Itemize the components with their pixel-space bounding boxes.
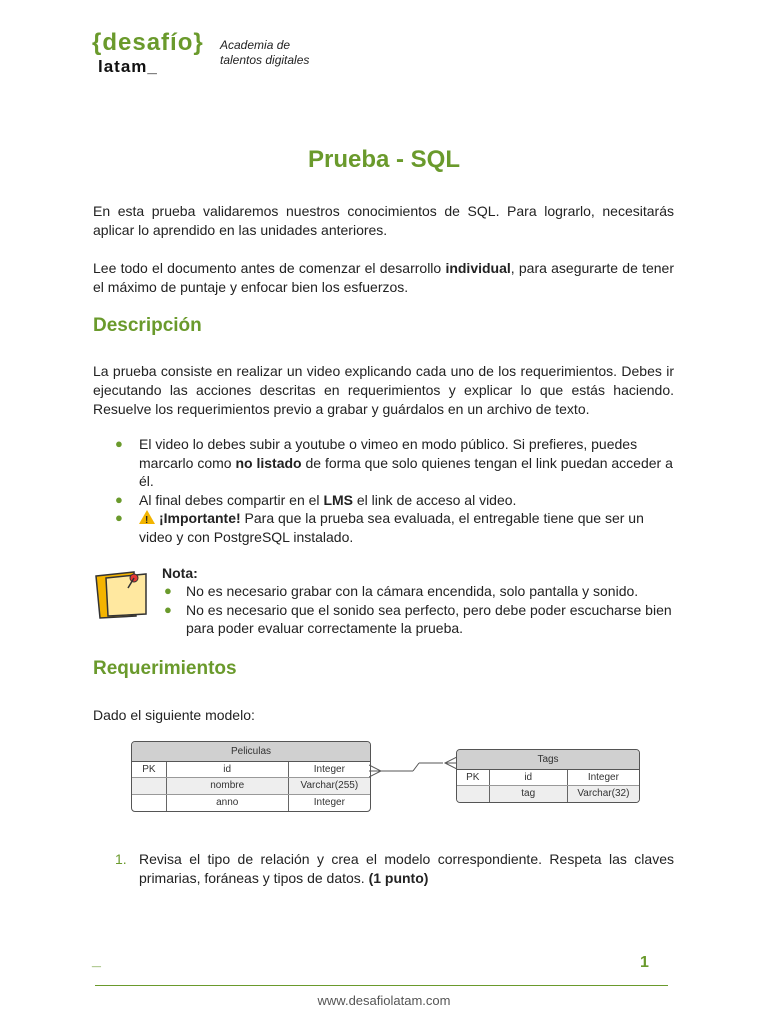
type-cell: Integer: [587, 772, 619, 783]
requirement-text-span: Revisa el tipo de relación y crea el modelo correspondiente. Respeta las claves primarias, foráneas y tipos de datos.: [139, 851, 674, 886]
bullet-text: Al final debes compartir en el: [139, 491, 324, 508]
bullet-text-after: Para que la prueba sea evaluada, el entregable tiene que ser un video y con PostgreSQL instalado.: [139, 510, 644, 545]
nota-item-text: No es necesario grabar con la cámara encendida, solo pantalla y sonido.: [186, 583, 639, 599]
table-row: [132, 794, 370, 811]
relationship-connector: [369, 755, 457, 785]
bullet-dot: ●: [164, 601, 172, 617]
requirement-points: (1 punto): [368, 870, 429, 886]
bullet-bold: no listado: [235, 454, 302, 471]
list-item: [93, 491, 674, 510]
section-heading-requerimientos: Requerimientos: [93, 658, 237, 679]
logo-brace-left: {: [92, 29, 103, 56]
key-cell: PK: [457, 770, 490, 785]
bullet-dot: ●: [164, 583, 172, 598]
requirement-text: [139, 850, 674, 888]
table-row: [457, 770, 639, 785]
entity-peliculas: [131, 741, 371, 812]
table-row: [132, 762, 370, 777]
intro-p2-text-after: , para asegurarte de tener el máximo de puntaje y enfocar bien los esfuerzos.: [93, 260, 674, 295]
type-cell: Integer: [313, 797, 345, 808]
field-cell: id: [167, 762, 289, 777]
nota-list: [162, 582, 672, 638]
key-cell: [132, 778, 167, 794]
table-row: [457, 785, 639, 802]
logo: [92, 30, 204, 76]
bullet-text: El video lo debes subir a youtube o vimeo en modo público. Si prefieres, puedes marcarlo como: [139, 436, 638, 471]
nota-label: Nota:: [162, 565, 198, 581]
footer-url[interactable]: www.desafiolatam.com: [317, 993, 451, 1008]
field-cell: id: [490, 770, 568, 785]
key-cell: PK: [132, 762, 167, 777]
intro-p2-bold: individual: [445, 260, 511, 276]
list-item: [162, 601, 672, 638]
bullet-dot: ●: [115, 510, 123, 525]
footer-mark: _: [92, 952, 101, 969]
page-title: Prueba - SQL: [307, 146, 461, 173]
bullet-bold: LMS: [323, 491, 353, 508]
list-item: [93, 509, 674, 546]
footer-divider: [95, 985, 668, 986]
type-cell: Varchar(32): [577, 788, 630, 799]
logo-main-text: desafío: [102, 29, 194, 56]
key-cell: [132, 795, 167, 811]
list-item: [93, 435, 674, 491]
bullet-text-after: de forma que solo quienes tengan el link puedan acceder a él.: [139, 454, 673, 489]
type-cell: Integer: [313, 764, 345, 775]
intro-paragraph-1: En esta prueba validaremos nuestros conocimientos de SQL. Para lograrlo, necesitarás aplicar lo aprendido en las unidades anteriores.: [93, 203, 674, 238]
list-item: [162, 582, 672, 601]
field-cell: anno: [167, 795, 289, 811]
field-cell: tag: [490, 786, 568, 802]
nota-item-text: No es necesario que el sonido sea perfecto, pero debe poder escucharse bien para poder evaluar correctamente la prueba.: [186, 601, 672, 636]
field-cell: nombre: [167, 778, 289, 794]
requerimientos-intro: Dado el siguiente modelo:: [93, 707, 255, 723]
intro-paragraph-2: [93, 259, 674, 297]
entity-tags: [456, 749, 640, 803]
bullet-bold: ¡Importante!: [159, 510, 241, 526]
bullet-text-after: el link de acceso al video.: [353, 491, 517, 508]
tagline: [220, 38, 309, 68]
logo-sub-text: latam_: [98, 57, 158, 76]
entity-title: Tags: [457, 750, 639, 770]
intro-p2-text: Lee todo el documento antes de comenzar el desarrollo: [93, 260, 446, 276]
sticky-note-icon: [94, 568, 152, 620]
tagline-line-1: Academia de: [220, 38, 291, 52]
requirement-number: 1.: [115, 851, 127, 867]
bullet-dot: ●: [115, 436, 123, 451]
logo-brace-right: }: [193, 29, 204, 56]
page-number: 1: [640, 954, 649, 971]
tagline-line-2: talentos digitales: [220, 53, 310, 67]
section-heading-descripcion: Descripción: [93, 315, 202, 336]
key-cell: [457, 786, 490, 802]
table-row: [132, 777, 370, 794]
descripcion-bullet-list: [93, 435, 674, 546]
type-cell: Varchar(255): [300, 780, 359, 791]
warning-icon: [139, 510, 155, 524]
descripcion-paragraph: La prueba consiste en realizar un video explicando cada uno de los requerimientos. Debes ir ejecutando las acciones descritas en requerimientos y explicar lo que estás haciendo. Resuelve los requerimientos previo a grabar y guárdalos en un archivo de texto.: [93, 363, 674, 417]
requirement-item-1: [115, 850, 674, 888]
bullet-dot: ●: [115, 491, 123, 507]
entity-title: Peliculas: [132, 742, 370, 762]
